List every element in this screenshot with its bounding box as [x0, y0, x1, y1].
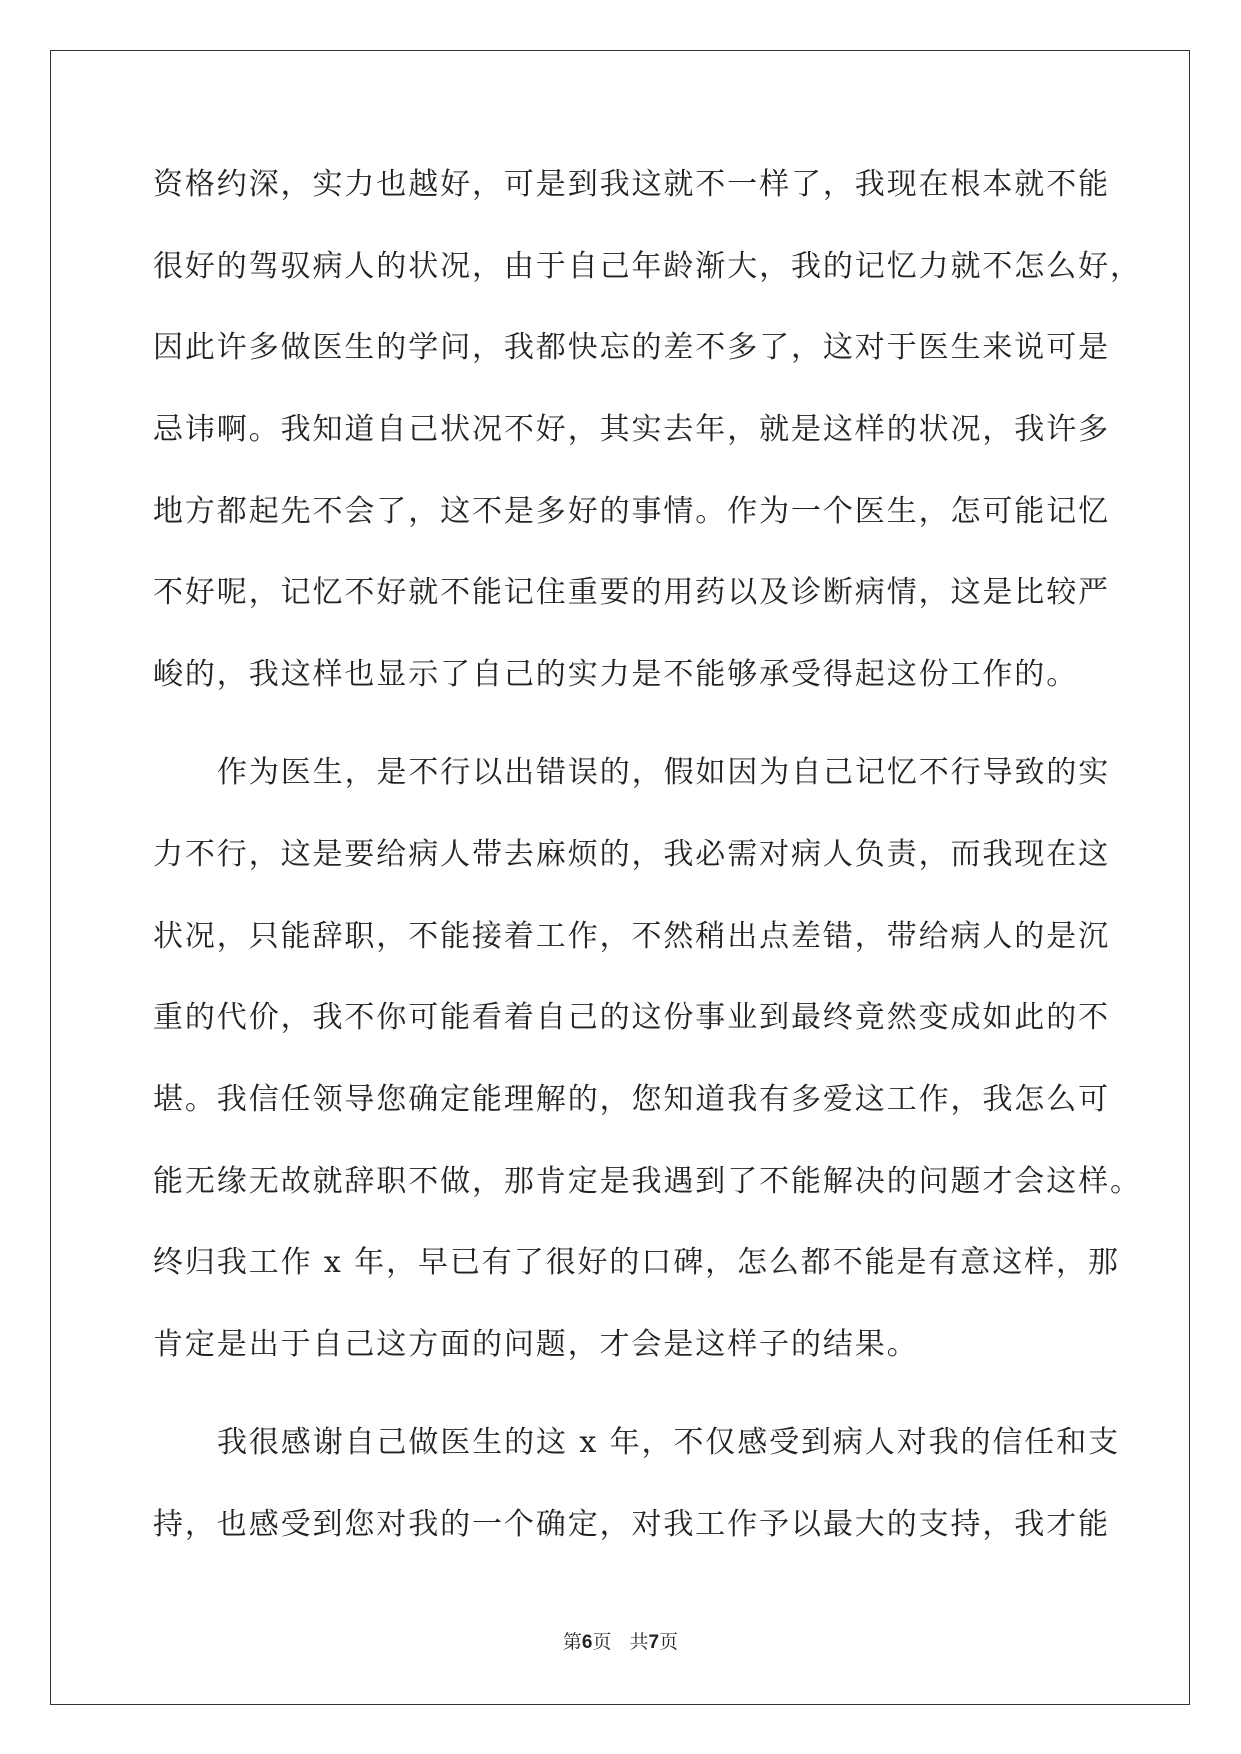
text-line: 很好的驾驭病人的状况，由于自己年龄渐大，我的记忆力就不怎么好， [153, 248, 1142, 284]
page-current-number: 6 [581, 1632, 593, 1653]
page-suffix: 页 [592, 1631, 612, 1653]
paragraph-start-line: 我很感谢自己做医生的这 x 年，不仅感受到病人对我的信任和支 [217, 1424, 1120, 1460]
document-body [153, 160, 1142, 1581]
text-line: 因此许多做医生的学问，我都快忘的差不多了，这对于医生来说可是 [153, 330, 1110, 366]
text-line: 不好呢，记忆不好就不能记住重要的用药以及诊断病情，这是比较严 [153, 575, 1110, 611]
page-total-number: 7 [648, 1632, 660, 1653]
text-line: 肯定是出于自己这方面的问题，才会是这样子的结果。 [153, 1326, 919, 1362]
text-line: 力不行，这是要给病人带去麻烦的，我必需对病人负责，而我现在这 [153, 836, 1110, 872]
text-line: 状况，只能辞职，不能接着工作，不然稍出点差错，带给病人的是沉 [153, 918, 1110, 954]
page-prefix: 第 [562, 1631, 582, 1653]
text-line: 能无缘无故就辞职不做，那肯定是我遇到了不能解决的问题才会这样。 [153, 1163, 1142, 1199]
text-line: 重的代价，我不你可能看着自己的这份事业到最终竟然变成如此的不 [153, 1000, 1110, 1036]
text-line: 地方都起先不会了，这不是多好的事情。作为一个医生，怎可能记忆 [153, 493, 1110, 529]
total-prefix: 共 [629, 1631, 649, 1653]
text-line: 资格约深，实力也越好，可是到我这就不一样了，我现在根本就不能 [153, 167, 1110, 202]
text-line: 持，也感受到您对我的一个确定，对我工作予以最大的支持，我才能 [153, 1506, 1110, 1542]
page-footer [0, 1627, 1241, 1654]
total-suffix: 页 [659, 1631, 679, 1653]
text-line: 堪。我信任领导您确定能理解的，您知道我有多爱这工作，我怎么可 [153, 1081, 1110, 1117]
text-line: 忌讳啊。我知道自己状况不好，其实去年，就是这样的状况，我许多 [153, 412, 1110, 448]
text-line: 终归我工作 x 年，早已有了很好的口碑，怎么都不能是有意这样，那 [153, 1245, 1120, 1281]
text-line: 峻的，我这样也显示了自己的实力是不能够承受得起这份工作的。 [153, 657, 1079, 693]
paragraph-start-line: 作为医生，是不行以出错误的，假如因为自己记忆不行导致的实 [217, 755, 1111, 791]
